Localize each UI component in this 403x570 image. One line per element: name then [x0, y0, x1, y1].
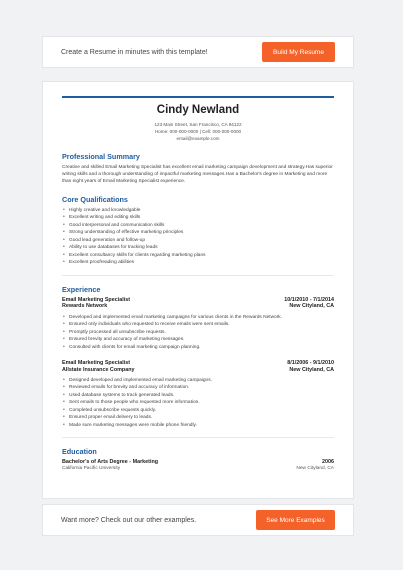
education-school: California Pacific University [62, 465, 121, 471]
list-item: • Made sure marketing messages were mobile phone friendly. [62, 422, 334, 430]
list-item: • Sent emails to those people who requested more information. [62, 399, 334, 407]
resume-name: Cindy Newland [156, 104, 240, 116]
list-item: • Ensured only individuals who requested to receive emails were sent emails. [62, 321, 334, 329]
job-title: Email Marketing Specialist [62, 296, 131, 303]
section-divider [62, 437, 334, 438]
job-bullets [62, 314, 334, 352]
top-cta-banner [42, 36, 354, 68]
education-degree: Bachelor's of Arts Degree - Marketing [62, 459, 159, 466]
education-location: New Cityland, CA [296, 465, 334, 471]
education-entry [62, 459, 334, 472]
list-item: • Developed and implemented email marketing campaigns for various clients in the Rewards Network. [62, 314, 334, 322]
job-title: Email Marketing Specialist [62, 360, 131, 367]
qualifications-list [62, 207, 334, 267]
summary-text: Creative and skilled Email Marketing Specialist has excellent email marketing campaign development and strategy.Has superior writing skills and a thorough understanding of impactful marketing messages.Has a Bachelor's degree in Marketing and more than eight years of Email Marketing Specialist experience. [62, 164, 333, 185]
list-item: • Excellent consultancy skills for clients regarding marketing plans [62, 252, 334, 260]
list-item: • Strong understanding of effective marketing principles [62, 229, 334, 237]
header-rule [62, 96, 334, 98]
job-dates: 10/1/2010 - 7/1/2014 [284, 296, 334, 303]
list-item: • Excellent proofreading abilities [62, 259, 334, 267]
list-item: • Ability to use databases for tracking leads [62, 244, 334, 252]
list-item: • Used database systems to track generated leads. [62, 392, 334, 400]
list-item: • Good lead generation and follow-up [62, 237, 334, 245]
job-company: Rewards Network [62, 303, 108, 310]
contact-phones: Home: 000-000-0000 | Cell: 000-000-0000 [154, 129, 242, 135]
education-year: 2006 [322, 459, 334, 466]
summary-heading: Professional Summary [62, 151, 140, 161]
contact-email: email@example.com [176, 136, 220, 142]
list-item: • Ensured proper email delivery to leads. [62, 414, 334, 422]
list-item: • Consulted with clients for email marketing campaign planning. [62, 344, 334, 352]
section-divider [62, 275, 334, 276]
job-header [62, 360, 334, 373]
job-header [62, 297, 334, 310]
job-location: New Cityland, CA [289, 366, 334, 373]
list-item: • Ensured brevity and accuracy of marketing messages. [62, 336, 334, 344]
list-item: • Highly creative and knowledgable [62, 207, 334, 215]
job-company: Allstate Insurance Company [62, 366, 135, 373]
list-item: • Reviewed emails for brevity and accuracy of information. [62, 384, 334, 392]
job-location: New Cityland, CA [289, 303, 334, 310]
experience-heading: Experience [62, 284, 101, 294]
education-heading: Education [62, 447, 97, 457]
list-item: • Good interpersonal and communication skills [62, 222, 334, 230]
job-bullets [62, 377, 334, 430]
job-dates: 8/1/2006 - 9/1/2010 [287, 360, 334, 367]
contact-address: 123 Main Street, San Francisco, CA 94122 [154, 122, 242, 127]
bottom-cta-banner [42, 504, 354, 536]
see-more-examples-button[interactable]: See More Examples [256, 510, 335, 530]
list-item: • Designed developed and implemented email marketing campaigns. [62, 377, 334, 385]
list-item: • Completed unsubscribe requests quickly. [62, 407, 334, 415]
qualifications-heading: Core Qualifications [62, 194, 128, 204]
list-item: • Promptly processed all unsubscribe requests. [62, 329, 334, 337]
bottom-cta-text: Want more? Check out our other examples. [61, 516, 197, 524]
top-cta-text: Create a Resume in minutes with this template! [61, 48, 208, 56]
resume-document [42, 81, 354, 499]
build-resume-button[interactable]: Build My Resume [262, 42, 335, 62]
list-item: • Excellent writing and editing skills [62, 214, 334, 222]
